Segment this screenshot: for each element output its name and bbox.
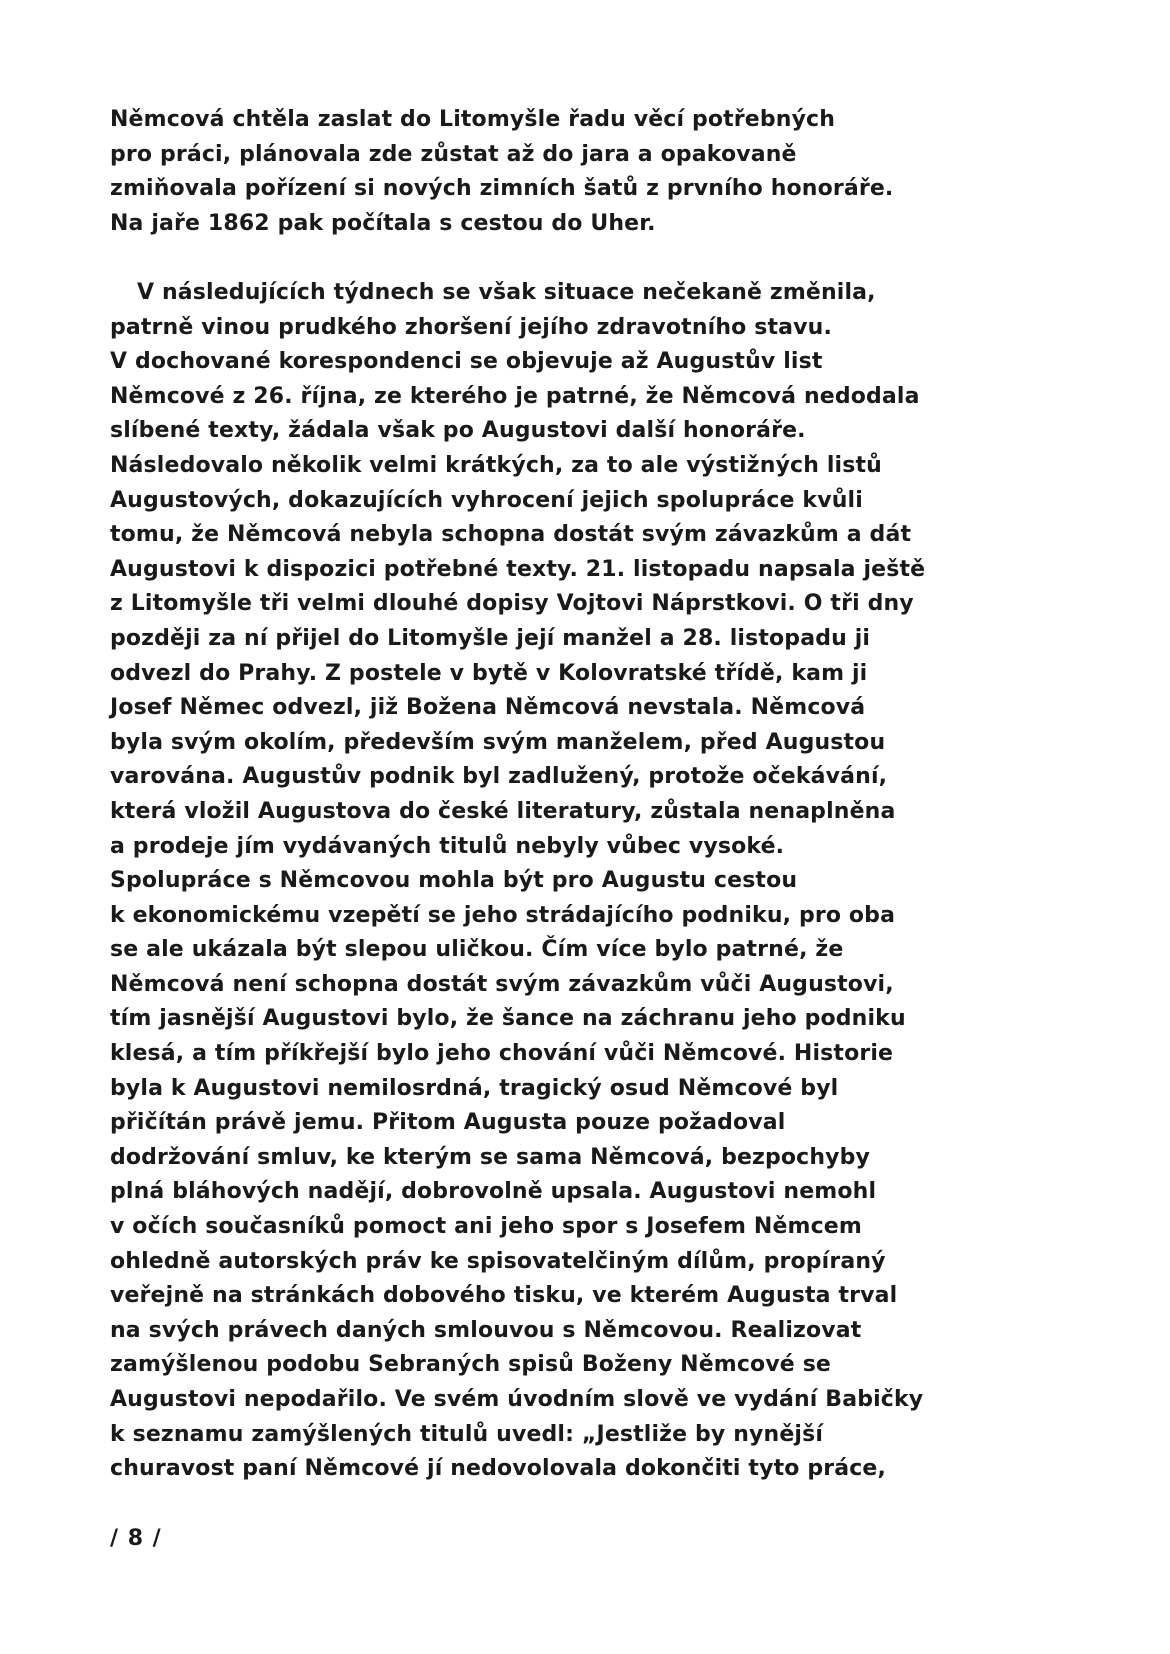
text-line: Na jaře 1862 pak počítala s cestou do Uher. — [110, 210, 656, 236]
text-line: v očích současníků pomoct ani jeho spor s Josefem Němcem — [110, 1214, 862, 1240]
text-line: přičítán právě jemu. Přitom Augusta pouze požadoval — [110, 1110, 786, 1136]
text-line: tomu, že Němcová nebyla schopna dostát svým závazkům a dát — [110, 522, 912, 548]
text-line: a prodeje jím vydávaných titulů nebyly vůbec vysoké. — [110, 833, 785, 859]
text-line: churavost paní Němcové jí nedovolovala dokončiti tyto práce, — [110, 1456, 886, 1482]
text-line: Augustovi k dispozici potřebné texty. 21. listopadu napsala ještě — [110, 556, 926, 582]
text-line: tím jasnější Augustovi bylo, že šance na záchranu jeho podniku — [110, 1006, 906, 1032]
page-number: / 8 / — [110, 1526, 162, 1551]
text-line: která vložil Augustova do české literatury, zůstala nenaplněna — [110, 798, 896, 824]
text-line: k ekonomickému vzepětí se jeho strádajícího podniku, pro oba — [110, 902, 896, 928]
text-line: Spolupráce s Němcovou mohla být pro Augustu cestou — [110, 868, 798, 894]
text-line: zamýšlenou podobu Sebraných spisů Boženy Němcové se — [110, 1352, 832, 1378]
paragraph-2 — [110, 276, 1010, 1487]
text-line: pro práci, plánovala zde zůstat až do jara a opakovaně — [110, 141, 797, 167]
text-line: byla k Augustovi nemilosrdná, tragický osud Němcové byl — [110, 1075, 839, 1101]
text-line: z Litomyšle tři velmi dlouhé dopisy Vojtovi Náprstkovi. O tři dny — [110, 591, 914, 617]
text-line: Němcová není schopna dostát svým závazkům vůči Augustovi, — [110, 971, 894, 997]
text-line: V následujících týdnech se však situace nečekaně změnila, — [137, 280, 876, 305]
text-line: patrně vinou prudkého zhoršení jejího zdravotního stavu. — [110, 314, 832, 340]
text-line: plná bláhových nadějí, dobrovolně upsala. Augustovi nemohl — [110, 1179, 877, 1205]
text-line: byla svým okolím, především svým manželem, před Augustou — [110, 729, 886, 755]
text-line: V dochované korespondenci se objevuje až Augustův list — [110, 349, 823, 375]
text-line: odvezl do Prahy. Z postele v bytě v Kolovratské třídě, kam ji — [110, 660, 868, 686]
text-line: zmiňovala pořízení si nových zimních šatů z prvního honoráře. — [110, 176, 894, 202]
text-line: ohledně autorských práv ke spisovatelčiným dílům, propíraný — [110, 1248, 886, 1274]
text-line: Josef Němec odvezl, již Božena Němcová nevstala. Němcová — [110, 695, 866, 721]
text-line: Augustovi nepodařilo. Ve svém úvodním slově ve vydání Babičky — [110, 1387, 924, 1412]
text-line: klesá, a tím příkřejší bylo jeho chování vůči Němcové. Historie — [110, 1041, 894, 1067]
text-line: veřejně na stránkách dobového tisku, ve kterém Augusta trval — [110, 1283, 898, 1309]
paragraph-1 — [110, 103, 1010, 241]
text-line: dodržování smluv, ke kterým se sama Němcová, bezpochyby — [110, 1144, 871, 1170]
text-line: se ale ukázala být slepou uličkou. Čím více bylo patrné, že — [110, 937, 844, 963]
text-line: slíbené texty, žádala však po Augustovi další honoráře. — [110, 418, 806, 444]
text-line: Augustových, dokazujících vyhrocení jejich spolupráce kvůli — [110, 487, 863, 513]
text-line: Následovalo několik velmi krátkých, za to ale výstižných listů — [110, 452, 882, 478]
text-line: Němcová chtěla zaslat do Litomyšle řadu věcí potřebných — [110, 107, 836, 132]
text-line: k seznamu zamýšlených titulů uvedl: „Jestliže by nynější — [110, 1421, 824, 1447]
text-line: Němcové z 26. října, ze kterého je patrné, že Němcová nedodala — [110, 383, 920, 409]
text-line: na svých právech daných smlouvou s Němcovou. Realizovat — [110, 1317, 862, 1343]
text-line: později za ní přijel do Litomyšle její manžel a 28. listopadu ji — [110, 625, 871, 651]
text-line: varována. Augustův podnik byl zadlužený, protože očekávání, — [110, 764, 888, 790]
